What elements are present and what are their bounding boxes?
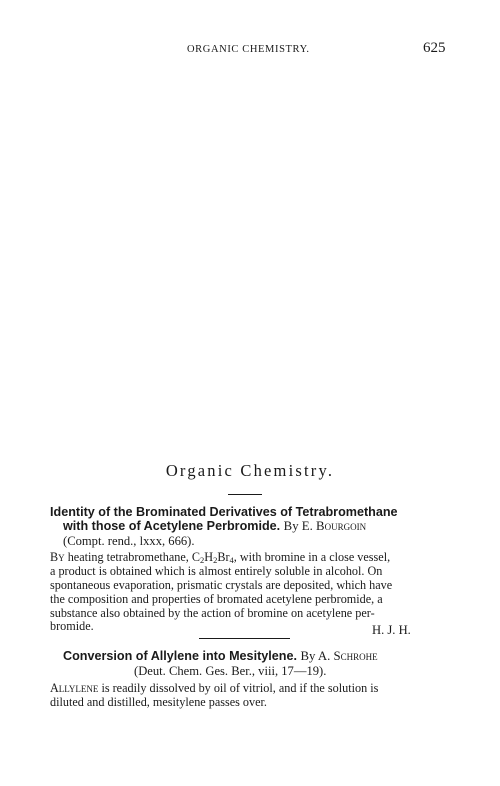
paragraph-line-4: the composition and properties of bromated acetylene perbromide, a — [50, 592, 383, 606]
running-title: ORGANIC CHEMISTRY. — [187, 44, 310, 55]
paragraph-line-3: spontaneous evaporation, prismatic crystals are deposited, which have — [50, 578, 393, 592]
author-name: Schrohe — [333, 649, 378, 663]
page-number: 625 — [423, 40, 446, 56]
author-name: Bourgoin — [316, 519, 367, 533]
section-divider — [228, 494, 262, 495]
article-reference: (Deut. Chem. Ges. Ber., viii, 17—19). — [134, 664, 327, 678]
article-title-line-1 — [63, 649, 378, 664]
paragraph-line-1: By heating tetrabromethane, $C_2H_2Br_4$, with bromine in a close vessel, — [50, 550, 391, 565]
article-title-text: Conversion of Allylene into Mesitylene. — [63, 649, 297, 663]
paragraph-line-6: bromide. — [50, 619, 94, 633]
article-author: By E. Bourgoin — [283, 519, 367, 533]
paragraph-line-2: a product is obtained which is almost entirely soluble in alcohol. On — [50, 564, 383, 578]
article-title-text: with those of Acetylene Perbromide. — [63, 519, 281, 533]
article-title-line-2 — [63, 519, 366, 534]
paragraph-line-5: substance also obtained by the action of bromine on acetylene per- — [50, 606, 375, 620]
paragraph-line-1: Allylene is readily dissolved by oil of vitriol, and if the solution is — [50, 681, 379, 695]
article-divider — [199, 638, 290, 639]
paragraph-line-2: diluted and distilled, mesitylene passes over. — [50, 695, 267, 709]
article-signature: H. J. H. — [372, 623, 411, 637]
section-heading: Organic Chemistry. — [165, 461, 335, 480]
article-author: By A. Schrohe — [300, 649, 378, 663]
article-reference: (Compt. rend., lxxx, 666). — [63, 534, 195, 548]
article-title-line-1: Identity of the Brominated Derivatives of Tetrabromethane — [50, 505, 398, 519]
